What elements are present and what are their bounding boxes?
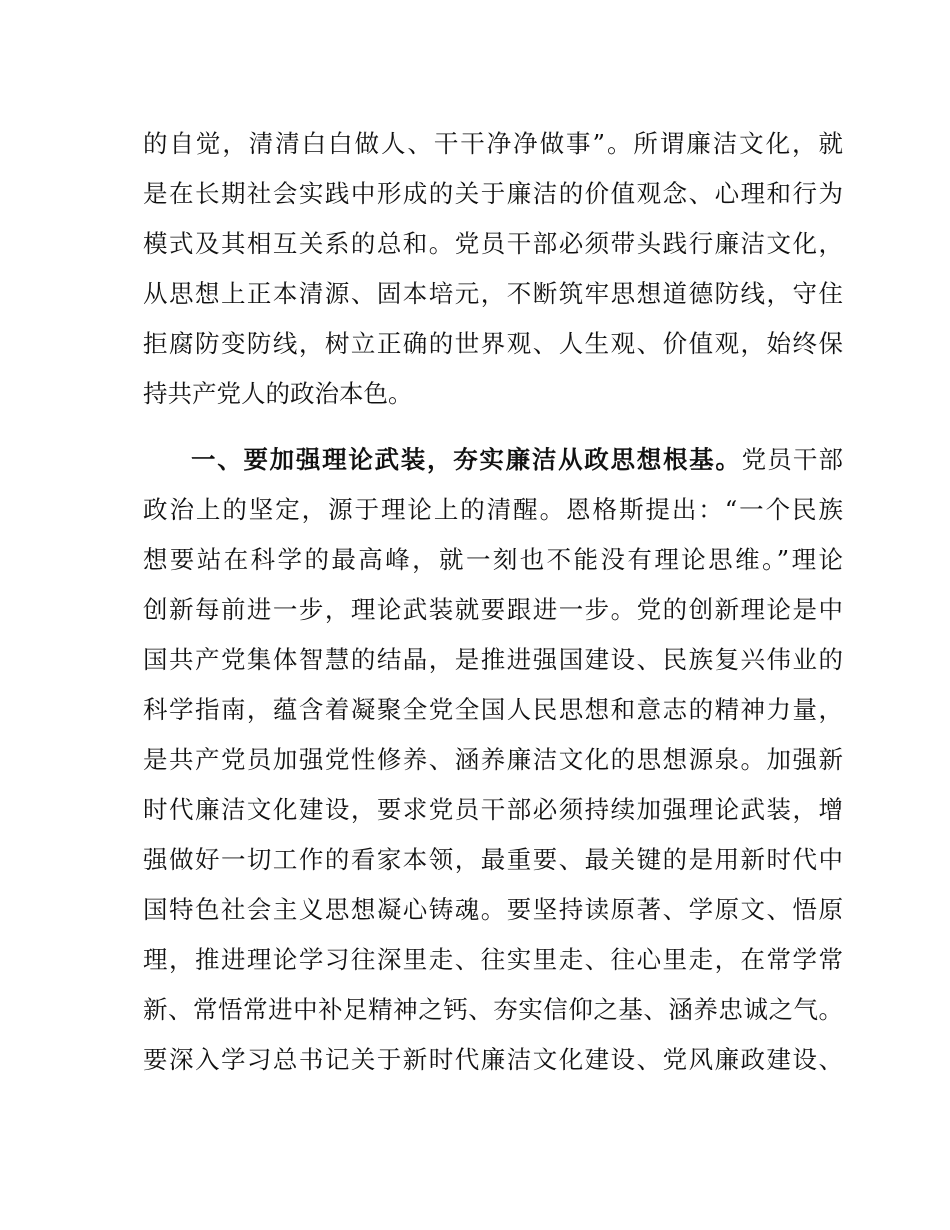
paragraph-1-line-2: 是在长期社会实践中形成的关于廉洁的价值观念、心理和行为 bbox=[143, 179, 843, 208]
section-heading: 一、要加强理论武装，夯实廉洁从政思想根基。 bbox=[191, 445, 742, 474]
paragraph-2-line-10: 国特色社会主义思想凝心铸魂。要坚持读原著、学原文、悟原 bbox=[143, 895, 843, 924]
paragraph-2-line-5: 国共产党集体智慧的结晶，是推进强国建设、民族复兴伟业的 bbox=[143, 645, 843, 674]
paragraph-2-line-8: 时代廉洁文化建设，要求党员干部必须持续加强理论武装，增 bbox=[143, 795, 843, 824]
paragraph-1-line-6: 持共产党人的政治本色。 bbox=[143, 379, 413, 408]
paragraph-1-line-1: 的自觉，清清白白做人、干干净净做事”。所谓廉洁文化，就 bbox=[143, 129, 843, 158]
paragraph-1-line-5: 拒腐防变防线，树立正确的世界观、人生观、价值观，始终保 bbox=[143, 329, 843, 358]
paragraph-2-line-2: 政治上的坚定，源于理论上的清醒。恩格斯提出：“一个民族 bbox=[143, 495, 843, 524]
paragraph-2-line-4: 创新每前进一步，理论武装就要跟进一步。党的创新理论是中 bbox=[143, 595, 843, 624]
paragraph-2-first-line bbox=[191, 434, 843, 485]
paragraph-2-line-3: 想要站在科学的最高峰，就一刻也不能没有理论思维。”理论 bbox=[143, 545, 843, 574]
paragraph-2-line-11: 理，推进理论学习往深里走、往实里走、往心里走，在常学常 bbox=[143, 945, 843, 974]
paragraph-1-line-4: 从思想上正本清源、固本培元，不断筑牢思想道德防线，守住 bbox=[143, 279, 843, 308]
paragraph-2-line-6: 科学指南，蕴含着凝聚全党全国人民思想和意志的精神力量， bbox=[143, 695, 843, 724]
paragraph-2-line-12: 新、常悟常进中补足精神之钙、夯实信仰之基、涵养忠诚之气。 bbox=[143, 995, 843, 1024]
paragraph-2-line-9: 强做好一切工作的看家本领，最重要、最关键的是用新时代中 bbox=[143, 845, 843, 874]
paragraph-2-first-line-text: 党员干部 bbox=[741, 445, 844, 474]
paragraph-2-line-7: 是共产党员加强党性修养、涵养廉洁文化的思想源泉。加强新 bbox=[143, 745, 843, 774]
paragraph-2-line-13: 要深入学习总书记关于新时代廉洁文化建设、党风廉政建设、 bbox=[143, 1045, 843, 1074]
paragraph-1-line-3: 模式及其相互关系的总和。党员干部必须带头践行廉洁文化， bbox=[143, 229, 843, 258]
